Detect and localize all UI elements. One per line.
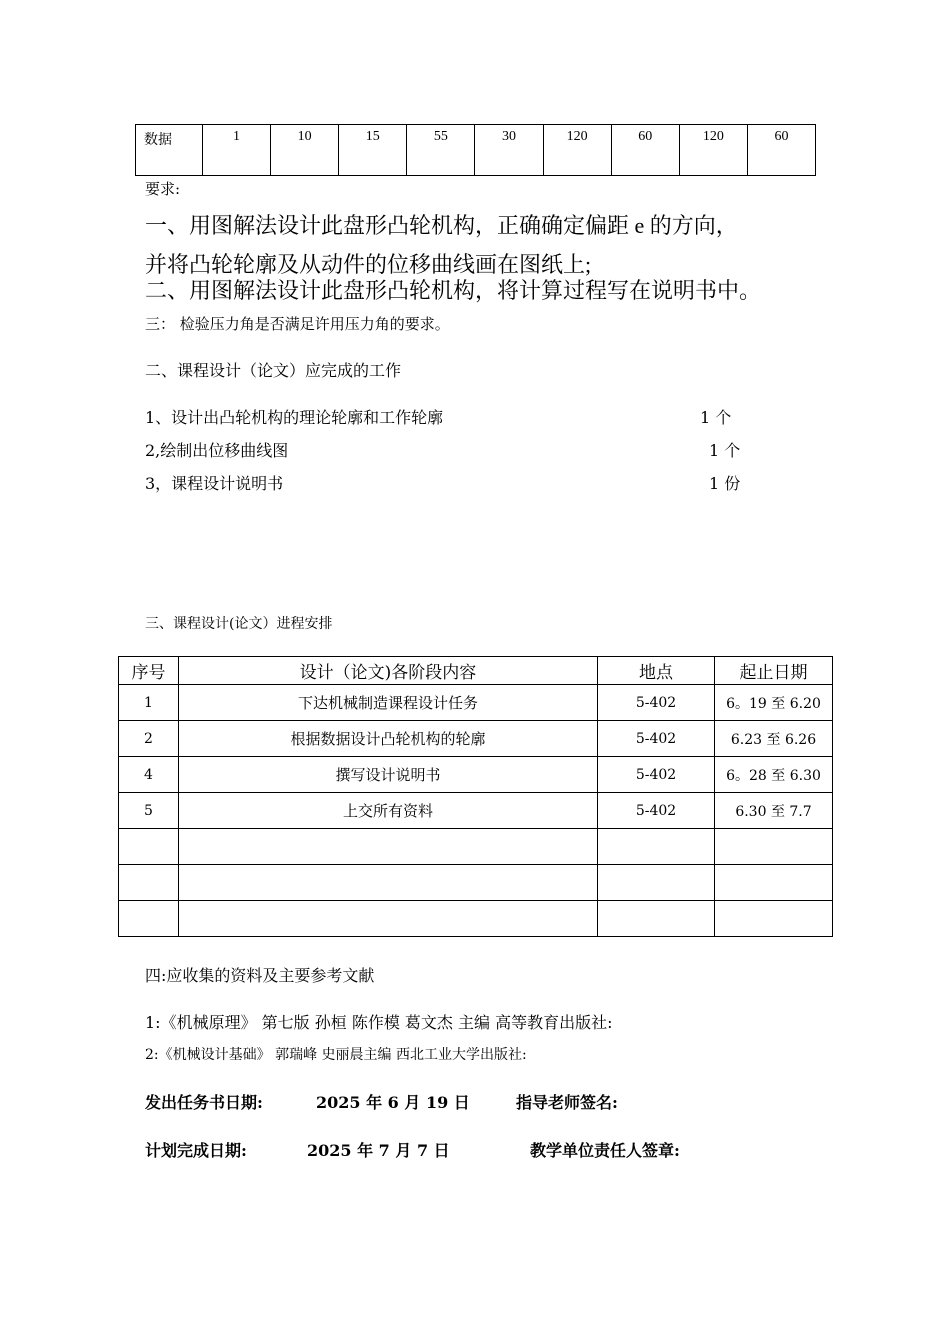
work-item-qty: 1 个 bbox=[709, 441, 741, 460]
data-cell: 120 bbox=[543, 125, 611, 176]
content-cell bbox=[179, 901, 598, 937]
data-cell: 60 bbox=[747, 125, 815, 176]
data-cell: 30 bbox=[475, 125, 543, 176]
date-cell: 6。19 至 6.20 bbox=[715, 685, 833, 721]
work-item-qty: 1 个 bbox=[700, 408, 732, 427]
requirement-line-3: 二、用图解法设计此盘形凸轮机构，将计算过程写在说明书中。 bbox=[145, 278, 762, 303]
content-cell bbox=[179, 865, 598, 901]
table-row-empty bbox=[119, 901, 833, 937]
requirements-heading: 要求: bbox=[145, 180, 181, 198]
issue-date-label: 发出任务书日期: bbox=[145, 1093, 263, 1112]
section-2-heading: 二、课程设计（论文）应完成的工作 bbox=[145, 361, 402, 380]
data-cell: 15 bbox=[339, 125, 407, 176]
section-4-heading: 四:应收集的资料及主要参考文献 bbox=[145, 966, 375, 985]
requirement-line-4: 三： 检验压力角是否满足许用压力角的要求。 bbox=[145, 315, 450, 333]
data-cell: 120 bbox=[679, 125, 747, 176]
column-header: 序号 bbox=[119, 657, 179, 685]
column-header: 设计（论文)各阶段内容 bbox=[179, 657, 598, 685]
place-cell bbox=[598, 901, 715, 937]
table-row bbox=[136, 125, 816, 176]
place-cell: 5-402 bbox=[598, 757, 715, 793]
place-cell: 5-402 bbox=[598, 721, 715, 757]
data-cell: 55 bbox=[407, 125, 475, 176]
data-cell: 60 bbox=[611, 125, 679, 176]
plan-date-label: 计划完成日期: bbox=[145, 1141, 247, 1160]
column-header: 起止日期 bbox=[715, 657, 833, 685]
requirement-line-1: 一、用图解法设计此盘形凸轮机构，正确确定偏距 e 的方向， bbox=[145, 213, 738, 238]
content-cell: 撰写设计说明书 bbox=[179, 757, 598, 793]
work-item: 2,绘制出位移曲线图 bbox=[145, 441, 289, 460]
requirement-line-2: 并将凸轮轮廓及从动件的位移曲线画在图纸上; bbox=[145, 252, 592, 277]
data-cell: 1 bbox=[203, 125, 271, 176]
content-cell: 上交所有资料 bbox=[179, 793, 598, 829]
seq-cell: 1 bbox=[119, 685, 179, 721]
seq-cell: 2 bbox=[119, 721, 179, 757]
content-cell: 根据数据设计凸轮机构的轮廓 bbox=[179, 721, 598, 757]
unit-seal-label: 教学单位责任人签章: bbox=[530, 1141, 680, 1160]
seq-cell bbox=[119, 901, 179, 937]
schedule-table bbox=[118, 656, 833, 937]
seq-cell: 4 bbox=[119, 757, 179, 793]
table-header-row bbox=[119, 657, 833, 685]
issue-date-value: 2025 年 6 月 19 日 bbox=[316, 1093, 470, 1112]
section-3-heading: 三、课程设计(论文）进程安排 bbox=[145, 616, 333, 632]
date-cell: 6。28 至 6.30 bbox=[715, 757, 833, 793]
place-cell: 5-402 bbox=[598, 793, 715, 829]
table-row-empty bbox=[119, 865, 833, 901]
table-row bbox=[119, 685, 833, 721]
date-cell: 6.23 至 6.26 bbox=[715, 721, 833, 757]
place-cell bbox=[598, 865, 715, 901]
seq-cell: 5 bbox=[119, 793, 179, 829]
date-cell bbox=[715, 829, 833, 865]
seq-cell bbox=[119, 829, 179, 865]
work-item-qty: 1 份 bbox=[709, 474, 741, 493]
parameter-data-table bbox=[135, 124, 816, 176]
date-cell: 6.30 至 7.7 bbox=[715, 793, 833, 829]
reference-2: 2:《机械设计基础》 郭瑞峰 史丽晨主编 西北工业大学出版社: bbox=[145, 1047, 527, 1063]
seq-cell bbox=[119, 865, 179, 901]
table-row-empty bbox=[119, 829, 833, 865]
work-item: 3，课程设计说明书 bbox=[145, 474, 284, 493]
date-cell bbox=[715, 865, 833, 901]
data-cell: 10 bbox=[271, 125, 339, 176]
work-item: 1、设计出凸轮机构的理论轮廓和工作轮廓 bbox=[145, 408, 444, 427]
data-label-cell: 数据 bbox=[136, 125, 203, 176]
plan-date-value: 2025 年 7 月 7 日 bbox=[307, 1141, 450, 1160]
date-cell bbox=[715, 901, 833, 937]
column-header: 地点 bbox=[598, 657, 715, 685]
advisor-signature-label: 指导老师签名: bbox=[516, 1093, 618, 1112]
table-row bbox=[119, 793, 833, 829]
place-cell bbox=[598, 829, 715, 865]
reference-1: 1:《机械原理》 第七版 孙桓 陈作模 葛文杰 主编 高等教育出版社: bbox=[145, 1013, 613, 1032]
table-row bbox=[119, 757, 833, 793]
place-cell: 5-402 bbox=[598, 685, 715, 721]
content-cell bbox=[179, 829, 598, 865]
table-row bbox=[119, 721, 833, 757]
content-cell: 下达机械制造课程设计任务 bbox=[179, 685, 598, 721]
